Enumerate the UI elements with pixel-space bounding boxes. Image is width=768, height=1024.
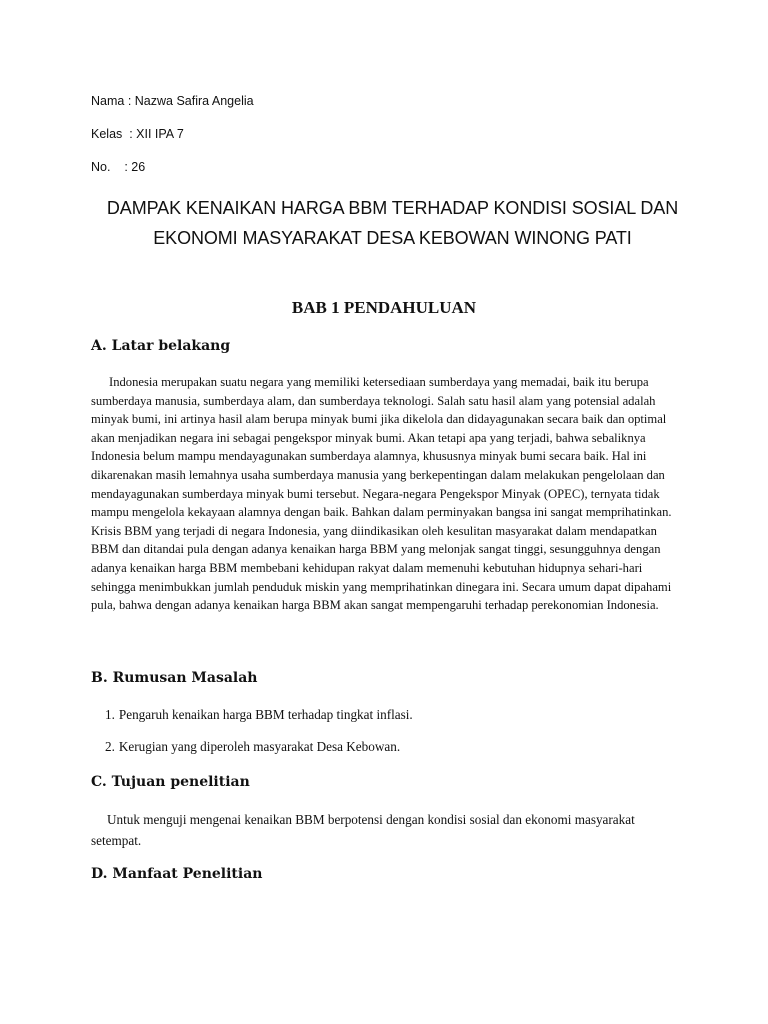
list-text: Kerugian yang diperoleh masyarakat Desa Kebowan. bbox=[118, 739, 401, 754]
number-value: 26 bbox=[131, 160, 146, 174]
list-item bbox=[105, 739, 400, 755]
list-number: 2. bbox=[105, 739, 115, 754]
student-name-line bbox=[91, 94, 254, 108]
name-label: Nama : bbox=[91, 94, 135, 108]
number-line bbox=[91, 160, 145, 174]
paragraph-latar-belakang: Indonesia merupakan suatu negara yang memiliki ketersediaan sumberdaya yang memadai, baik itu berupa sumberdaya manusia, sumberdaya alam, dan sumberdaya teknologi. Salah satu hasil alam yang potensial adalah minyak bumi, ini artinya hasil alam berupa minyak bumi jika dikelola dan didayagunakan secara baik dan optimal akan menjadikan negara ini sebagai pengekspor minyak bumi. Akan tetapi apa yang terjadi, bahwa sebaliknya Indonesia belum mampu mendayagunakan sumberdaya alamnya, khususnya minyak bumi secara baik. Hal ini dikarenakan masih lemahnya usaha sumberdaya manusia yang berkepentingan dalam melakukan pengelolaan dan mendayagunakan sumberdaya minyak bumi tersebut. Negara-negara Pengekspor Minyak (OPEC), ternyata tidak mampu mengelola kekayaan alamnya dengan baik. Bahkan dalam perminyakan bangsa ini sangat memprihatinkan. Krisis BBM yang terjadi di negara Indonesia, yang diindikasikan oleh kesulitan masyarakat dalam mendapatkan BBM dan ditandai pula dengan adanya kenaikan harga BBM yang melonjak sangat tinggi, sesungguhnya dengan adanya kenaikan harga BBM membebani kehidupan rakyat dalam memenuhi kebutuhan hidupnya sehari-hari sehingga menimbukkan jumlah penduduk miskin yang memprihatinkan dinegara ini. Secara umum dapat dipahami pula, bahwa dengan adanya kenaikan harga BBM akan sangat mempengaruhi terhadap perekonomian Indonesia. bbox=[91, 375, 672, 613]
class-value: XII IPA 7 bbox=[136, 127, 184, 141]
number-label: No. : bbox=[91, 160, 132, 174]
class-label: Kelas : bbox=[91, 127, 137, 141]
title-line-2: EKONOMI MASYARAKAT DESA KEBOWAN WINONG PATI bbox=[153, 228, 632, 248]
heading-rumusan-masalah: B. Rumusan Masalah bbox=[91, 670, 258, 686]
paragraph-tujuan-penelitian: Untuk menguji mengenai kenaikan BBM berpotensi dengan kondisi sosial dan ekonomi masyarakat setempat. bbox=[91, 812, 635, 848]
heading-latar-belakang: A. Latar belakang bbox=[91, 338, 231, 354]
class-line bbox=[91, 127, 184, 141]
list-item bbox=[105, 707, 413, 723]
title-line-1: DAMPAK KENAIKAN HARGA BBM TERHADAP KONDISI SOSIAL DAN bbox=[106, 198, 679, 218]
heading-manfaat-penelitian: D. Manfaat Penelitian bbox=[91, 866, 263, 882]
list-number: 1. bbox=[105, 707, 115, 722]
list-text: Pengaruh kenaikan harga BBM terhadap tingkat inflasi. bbox=[118, 707, 413, 722]
chapter-title: BAB 1 PENDAHULUAN bbox=[291, 298, 477, 317]
name-value: Nazwa Safira Angelia bbox=[134, 94, 254, 108]
document-title bbox=[60, 193, 725, 253]
heading-tujuan-penelitian: C. Tujuan penelitian bbox=[91, 774, 250, 790]
